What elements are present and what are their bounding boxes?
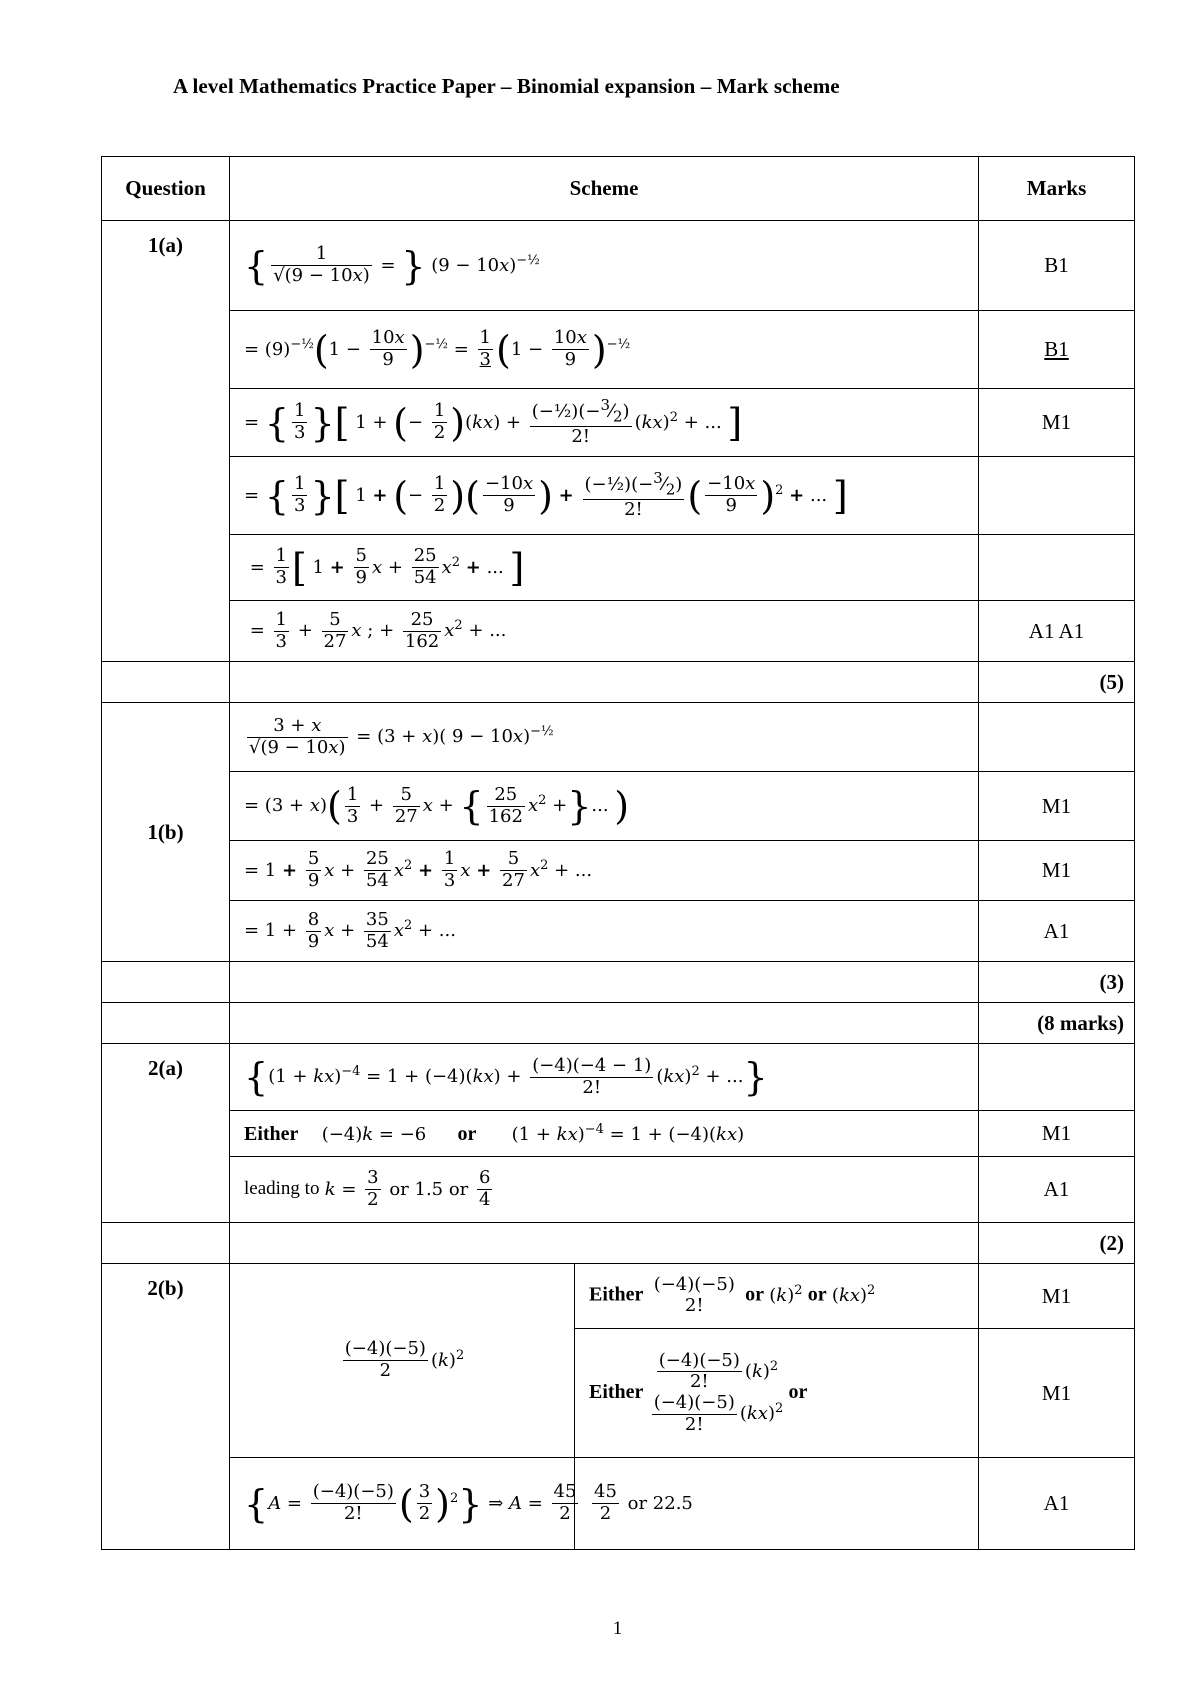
q2a-mark-2: M1 — [979, 1111, 1135, 1157]
q1a-total-row — [102, 662, 1135, 703]
q1b-label: 1(b) — [102, 703, 230, 962]
q1b-row-2 — [102, 772, 1135, 841]
mark-scheme-table — [101, 156, 1135, 1550]
q2a-total: (2) — [979, 1223, 1135, 1264]
q1a-mark-1: B1 — [979, 221, 1135, 311]
q1a-row-2 — [102, 311, 1135, 389]
q2b-mark-1: M1 — [979, 1264, 1135, 1329]
q2b-step-3: {A = $\frac{(-4)(-5)}{2!}$ ( $\frac{3}{2}$ )$^2$} ⇒ A = $\frac{45}{2}$ — [230, 1458, 575, 1550]
q2b-label: 2(b) — [102, 1264, 230, 1550]
q1a-row-6 — [102, 601, 1135, 662]
q1b-mark-2: M1 — [979, 772, 1135, 841]
header-marks: Marks — [979, 157, 1135, 221]
q2b-answer: $\frac{45}{2}$ or 22.5 — [575, 1458, 979, 1550]
q1a-row-3 — [102, 389, 1135, 457]
q1b-total-row — [102, 962, 1135, 1003]
q1a-label: 1(a) — [102, 221, 230, 662]
q1a-step-6: = $\frac{1}{3}$ + $\frac{5}{27}$ x ; + $\frac{25}{162}$ $x^2$ + ... — [230, 601, 979, 662]
q2a-mark-1 — [979, 1044, 1135, 1111]
q1-total-row — [102, 1003, 1135, 1044]
q2a-total-row — [102, 1223, 1135, 1264]
q2b-alt-1: Either (−4)(−5) 2! or $(k)^2$ or (kx)$^2$ — [575, 1264, 979, 1329]
q2a-mark-3: A1 — [979, 1157, 1135, 1223]
q1b-row-1 — [102, 703, 1135, 772]
q2a-either: Either — [244, 1123, 299, 1145]
q1b-step-2: = (3 + x)( $\frac{1}{3}$ + $\frac{5}{27}$ x + { $\frac{25}{162}$ $x^2$ +}... ) — [230, 772, 979, 841]
q2a-leading-to: leading to — [244, 1178, 320, 1200]
q2b-row-1 — [102, 1264, 1135, 1329]
q2b-row-3 — [102, 1458, 1135, 1550]
document-title: A level Mathematics Practice Paper – Binomial expansion – Mark scheme — [173, 74, 840, 98]
q2a-row-3 — [102, 1157, 1135, 1223]
q2a-step-2: Either (−4)k = −6 or (1 + kx)$^{-4}$ = 1 + (−4)(kx) — [230, 1111, 979, 1157]
q2b-mark-3: A1 — [979, 1458, 1135, 1550]
page-number: 1 — [612, 1618, 623, 1639]
q1-total: (8 marks) — [979, 1003, 1135, 1044]
q2a-row-2 — [102, 1111, 1135, 1157]
header-scheme: Scheme — [230, 157, 979, 221]
q1a-mark-5 — [979, 535, 1135, 601]
q1b-mark-3: M1 — [979, 841, 1135, 901]
q1b-step-1: $\frac{3 + x}{√(9 - 10x)}$ = (3 + x)( 9 − 10x)$^{-\frac{1}{2}}$ — [230, 703, 979, 772]
q1a-step-3: = { $\frac{1}{3}$ }[ 1 + (− $\frac{1}{2}$ )(kx) + $\frac{(-\frac{1}{2})(-^3⁄_2)}{2!}$ (kx)$^2$ + ... ] — [230, 389, 979, 457]
q2b-method: $\frac{(-4)(-5)}{2}$ $(k)^2$ — [230, 1264, 575, 1458]
q1a-row-4 — [102, 457, 1135, 535]
q1a-mark-2: B1 — [979, 311, 1135, 389]
q1a-step-2: = $(9)^{-\frac{1}{2}}(1$ − $\frac{10x}{9}$ )$^{-\frac{1}{2}}$ = $\frac{1}{3}$ (1 − $\frac{10x}{9}$ )$^{-\frac{1}{2}}$ — [230, 311, 979, 389]
q2b-or-2: or — [807, 1284, 827, 1306]
q1b-row-3 — [102, 841, 1135, 901]
q2a-step-1: {(1 + kx)$^{-4}$ = 1 + (−4)(kx) + $\frac{(-4)(-4 - 1)}{2!}$ (kx)$^2$ + ...} — [230, 1044, 979, 1111]
q1a-step-1: { $\frac{1}{√(9 - 10x)}$ = } $(9 - 10x)^{-\frac{1}{2}}$ — [230, 221, 979, 311]
q2a-label: 2(a) — [102, 1044, 230, 1223]
header-question: Question — [102, 157, 230, 221]
q1a-total: (5) — [979, 662, 1135, 703]
q2b-alt-2: Either $\frac{(-4)(-5)}{2!}$ $(k)^2$ $\frac{(-4)(-5)}{2!}$ (kx)$^2$ or — [575, 1329, 979, 1458]
q1a-row-1 — [102, 221, 1135, 311]
q2b-or-1: or — [745, 1284, 764, 1306]
q1b-mark-1 — [979, 703, 1135, 772]
q2b-either-1: Either — [589, 1284, 644, 1306]
q2b-either-2: Either — [589, 1380, 644, 1403]
q1a-row-5 — [102, 535, 1135, 601]
q1a-step-4: = { $\frac{1}{3}$ }[ 1 + (− $\frac{1}{2}$ )( $\frac{-10x}{9}$ ) + $\frac{(-\frac{1}{2})(-^3⁄_2)}{2!}$ ( $\frac{-10x}{9}$ )$^2$ + ... ] — [230, 457, 979, 535]
q2a-step-3: leading to k = $\frac{3}{2}$ or 1.5 or $\frac{6}{4}$ — [230, 1157, 979, 1223]
header-row — [102, 157, 1135, 221]
q2b-or-3: or — [788, 1380, 808, 1403]
q1b-mark-4: A1 — [979, 901, 1135, 962]
q1b-total: (3) — [979, 962, 1135, 1003]
q2a-or: or — [457, 1123, 477, 1145]
q1a-mark-4 — [979, 457, 1135, 535]
q1b-step-4: = 1 + $\frac{8}{9}$ x + $\frac{35}{54}$ $x^2$ + ... — [230, 901, 979, 962]
q1a-mark-6: A1 A1 — [979, 601, 1135, 662]
q2b-mark-2: M1 — [979, 1329, 1135, 1458]
q1b-row-4 — [102, 901, 1135, 962]
q1a-mark-3: M1 — [979, 389, 1135, 457]
q1b-step-3: = 1 + $\frac{5}{9}$ x + $\frac{25}{54}$ $x^2$ + $\frac{1}{3}$ x + $\frac{5}{27}$ $x^2$ + ... — [230, 841, 979, 901]
q2a-row-1 — [102, 1044, 1135, 1111]
q1a-step-5: = $\frac{1}{3}$ [ 1 + $\frac{5}{9}$ x + $\frac{25}{54}$ $x^2$ + ... ] — [230, 535, 979, 601]
